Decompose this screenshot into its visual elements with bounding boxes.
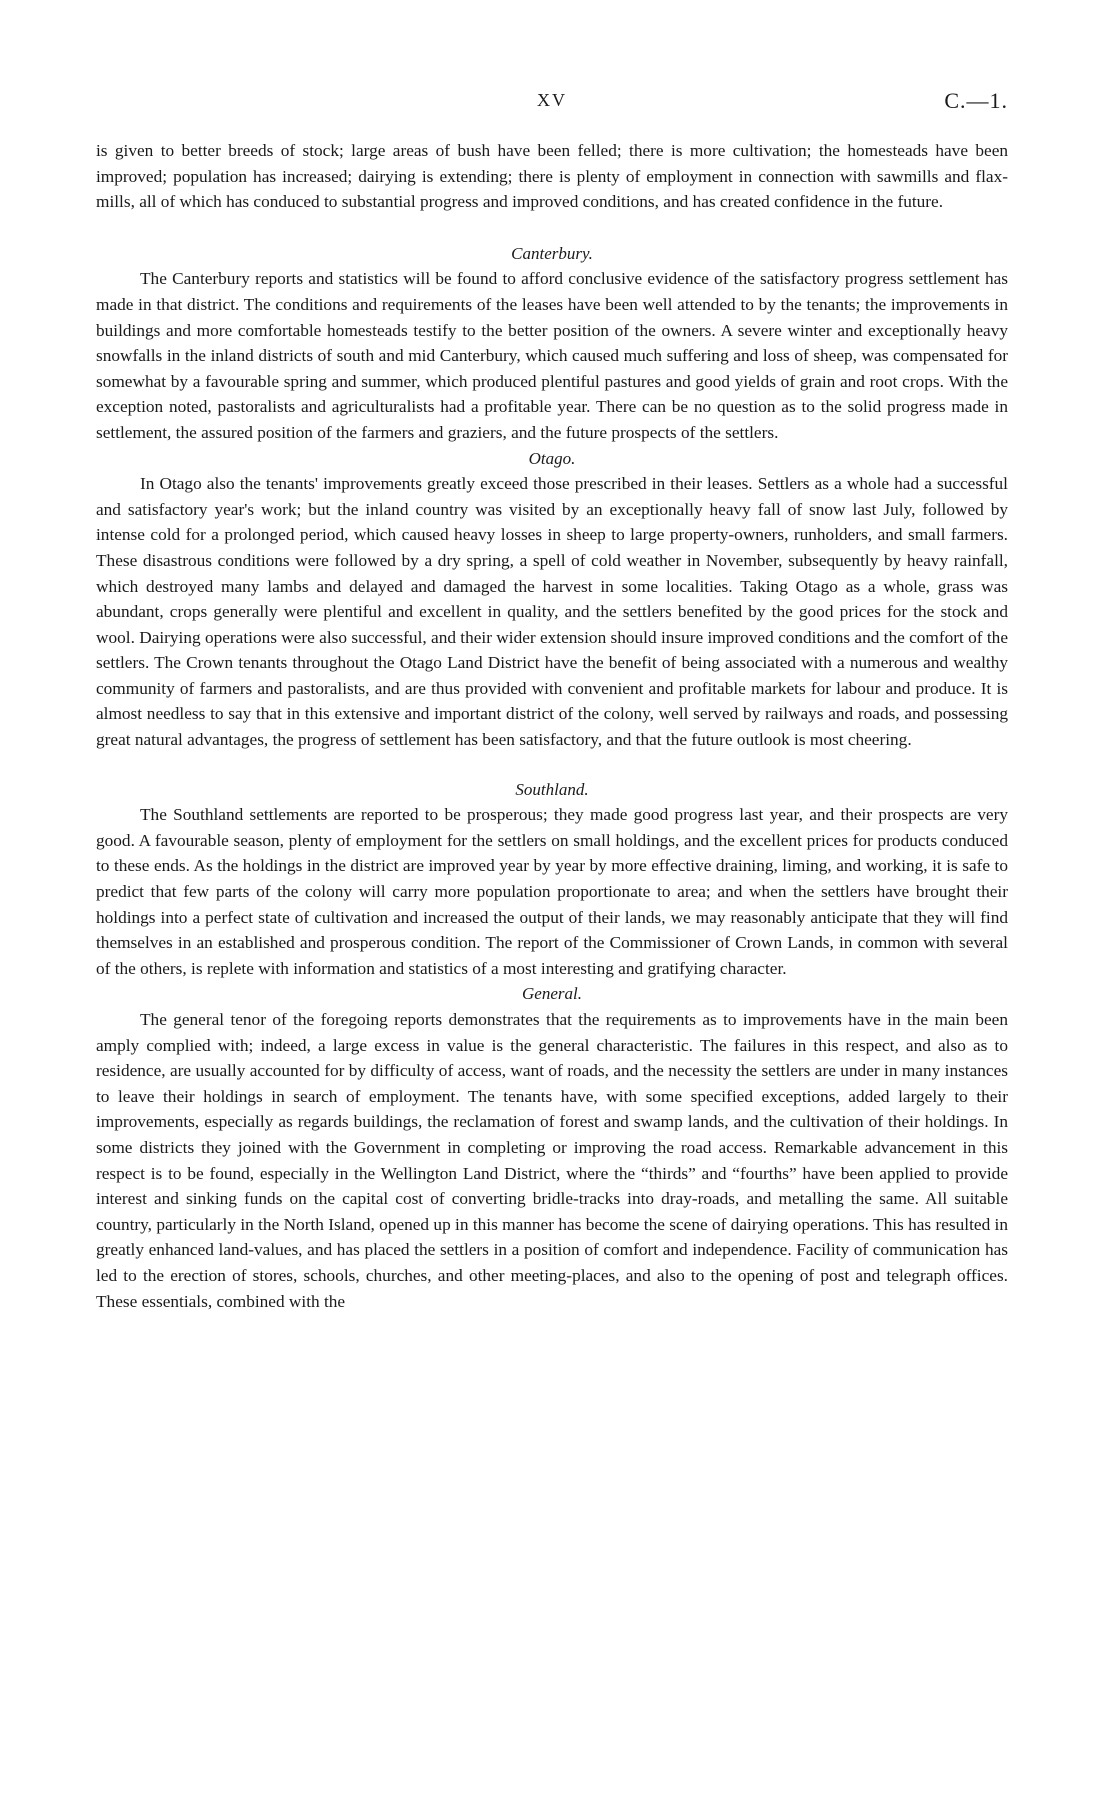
intro-paragraph: is given to better breeds of stock; large areas of bush have been felled; there is more cultivation; the homesteads have been improved; population has increased; dairying is extending; there is plenty of employment in connection with sawmills and flax-mills, all of which has conduced to substantial progress and improved conditions, and has created confidence in the future. (96, 141, 1008, 212)
otago-heading: Otago. (528, 448, 576, 468)
document-reference: C.—1. (944, 88, 1008, 113)
general-heading: General. (522, 984, 582, 1004)
page-number: XV (537, 90, 567, 110)
general-paragraph: The general tenor of the foregoing reports demonstrates that the requirements as to improvements have in the main been amply complied with; indeed, a large excess in value is the general characteristic. The failures in this respect, and also as to residence, are usually accounted for by difficulty of access, want of roads, and the necessity the settlers are under in many instances to leave their holdings in search of employment. The tenants have, with some specified exceptions, added largely to their improvements, especially as regards buildings, the reclamation of forest and swamp lands, and the cultivation of their holdings. In some districts they joined with the Government in completing or improving the road access. Remarkable advancement in this respect is to be found, especially in the Wellington Land District, where the “thirds” and “fourths” have been applied to provide interest and sinking funds on the capital cost of converting bridle-tracks into dray-roads, and metalling the same. All suitable country, particularly in the North Island, opened up in this manner has become the scene of dairying operations. This has resulted in greatly enhanced land-values, and has placed the settlers in a position of comfort and independence. Facility of communication has led to the erection of stores, schools, churches, and other meeting-places, and also to the opening of post and telegraph offices. These essentials, combined with the (96, 1010, 1008, 1311)
body-text (96, 138, 1008, 1314)
canterbury-heading: Canterbury. (511, 243, 593, 263)
canterbury-paragraph: The Canterbury reports and statistics will be found to afford conclusive evidence of the satisfactory progress settlement has made in that district. The conditions and requirements of the leases have been well attended to by the tenants; the improvements in buildings and more comfortable homesteads testify to the better position of the owners. A severe winter and exceptionally heavy snowfalls in the inland districts of south and mid Canterbury, which caused much suffering and loss of sheep, was compensated for somewhat by a favourable spring and summer, which produced plentiful pastures and good yields of grain and root crops. With the exception noted, pastoralists and agriculturalists had a profitable year. There can be no question as to the solid progress made in settlement, the assured position of the farmers and graziers, and the future prospects of the settlers. (96, 269, 1008, 442)
southland-heading: Southland. (515, 779, 589, 799)
page-header (96, 88, 1008, 118)
southland-paragraph: The Southland settlements are reported to be prosperous; they made good progress last year, and their prospects are very good. A favourable season, plenty of employment for the settlers on small holdings, and the excellent prices for products conduced to these ends. As the holdings in the district are improved year by year by more effective draining, liming, and working, it is safe to predict that few parts of the colony will carry more population proportionate to area; and when the settlers have brought their holdings into a perfect state of cultivation and increased the output of their lands, we may reasonably anticipate that they will find themselves in an established and prosperous condition. The report of the Commissioner of Crown Lands, in common with several of the others, is replete with information and statistics of a most interesting and gratifying character. (96, 805, 1008, 978)
otago-paragraph: In Otago also the tenants' improvements greatly exceed those prescribed in their leases. Settlers as a whole had a successful and satisfactory year's work; but the inland country was visited by an exceptionally heavy fall of snow last July, followed by intense cold for a prolonged period, which caused heavy losses in sheep to large property-owners, runholders, and small farmers. These disastrous conditions were followed by a dry spring, a spell of cold weather in November, subsequently by heavy rainfall, which destroyed many lambs and delayed and damaged the harvest in some localities. Taking Otago as a whole, grass was abundant, crops generally were plentiful and excellent in quality, and the settlers benefited by the good prices for the stock and wool. Dairying operations were also successful, and their wider extension should insure improved conditions and the comfort of the settlers. The Crown tenants throughout the Otago Land District have the benefit of being associated with a numerous and wealthy community of farmers and pastoralists, and are thus provided with convenient and profitable markets for labour and produce. It is almost needless to say that in this extensive and important district of the colony, well served by railways and roads, and possessing great natural advantages, the progress of settlement has been satisfactory, and that the future outlook is most cheering. (96, 474, 1008, 750)
